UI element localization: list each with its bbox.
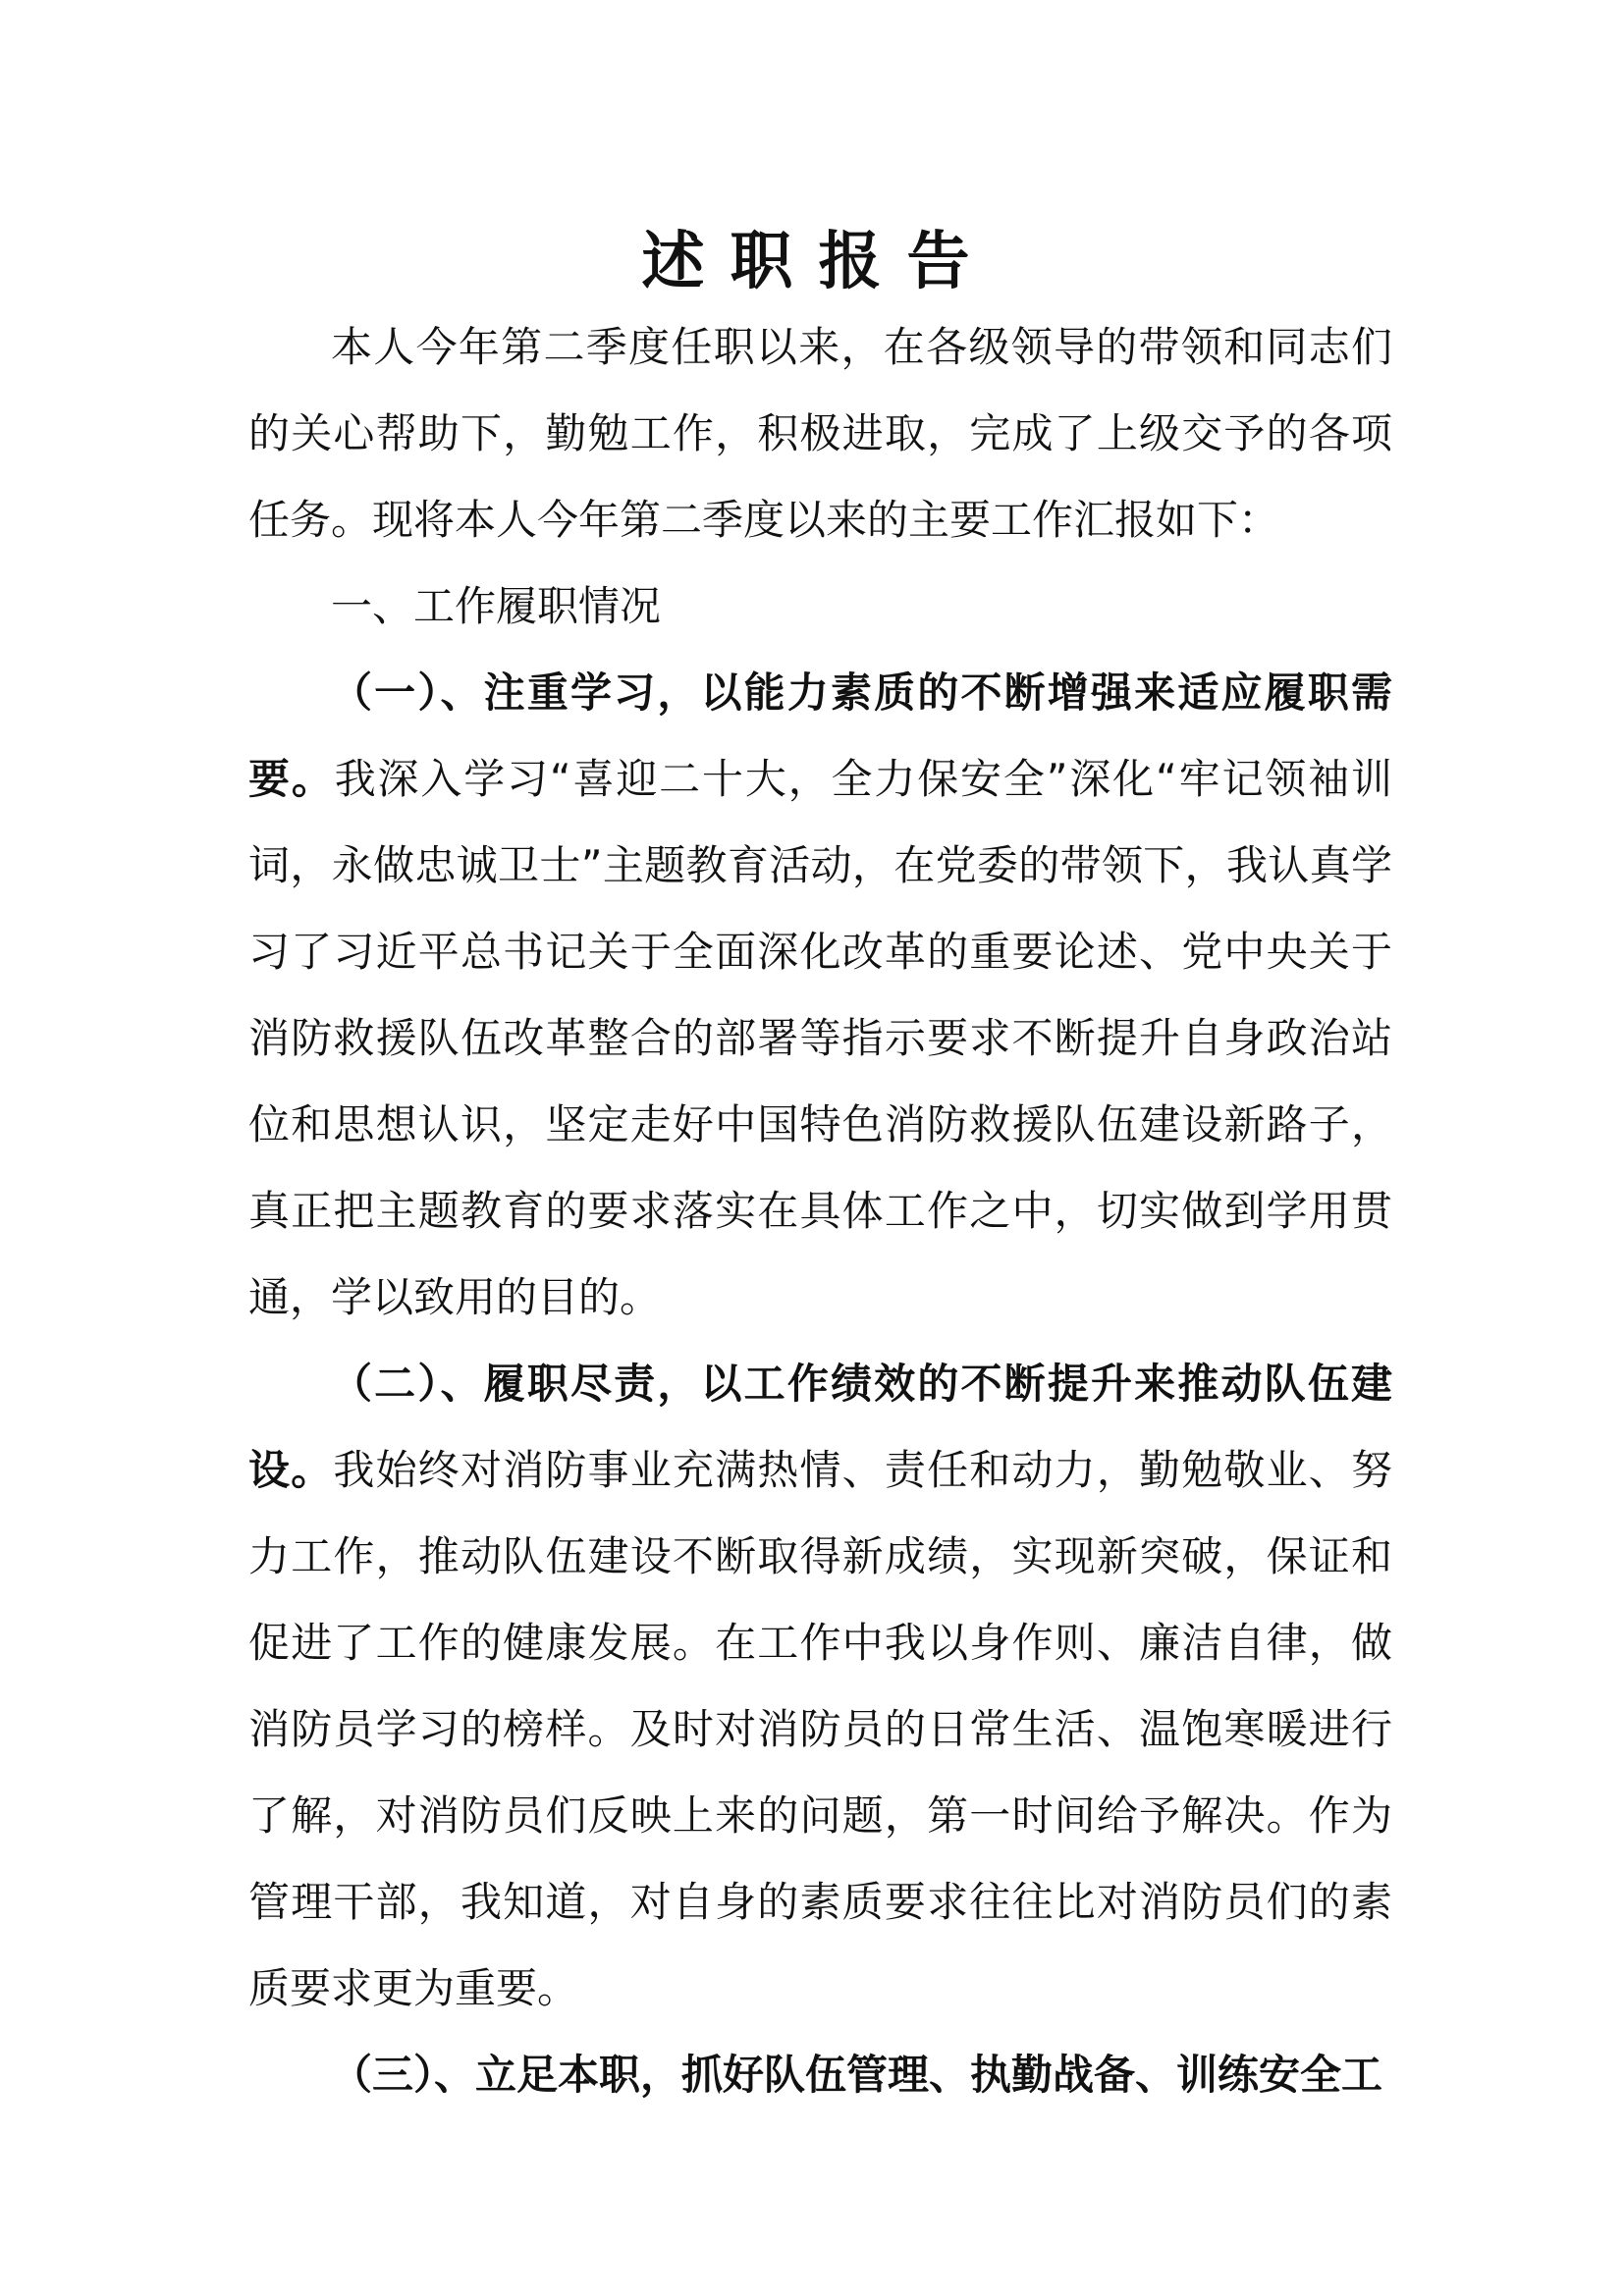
item-three-heading: （三）、立足本职，抓好队伍管理、执勤战备、训练安全工 <box>331 2051 1383 2099</box>
document-body <box>248 304 1392 2118</box>
document-title: 述职报告 <box>641 226 996 298</box>
item-one-text: 我深入学习“喜迎二十大，全力保安全”深化“牢记领袖训词，永做忠诚卫士”主题教育活动，在党委的带领下，我认真学习了习近平总书记关于全面深化改革的重要论述、党中央关于消防救援队伍改革整合的部署等指示要求不断提升自身政治站位和思想认识，坚定走好中国特色消防救援队伍建设新路子，真正把主题教育的要求落实在具体工作之中，切实做到学用贯通，学以致用的目的。 <box>248 755 1392 1321</box>
section-heading-work-performance: 一、工作履职情况 <box>331 582 662 630</box>
item-three-paragraph <box>248 2032 1392 2118</box>
item-two-paragraph <box>248 1341 1392 2032</box>
item-two-heading: （二）、履职尽责，以工作绩效的不断提升来推动队伍建设。 <box>248 1360 1392 1494</box>
item-one-paragraph <box>248 650 1392 1341</box>
item-two-text: 我始终对消防事业充满热情、责任和动力，勤勉敬业、努力工作，推动队伍建设不断取得新成绩，实现新突破，保证和促进了工作的健康发展。在工作中我以身作则、廉洁自律，做消防员学习的榜样。及时对消防员的日常生活、温饱寒暖进行了解，对消防员们反映上来的问题，第一时间给予解决。作为管理干部，我知道，对自身的素质要求往往比对消防员们的素质要求更为重要。 <box>248 1446 1392 2012</box>
intro-paragraph: 本人今年第二季度任职以来，在各级领导的带领和同志们的关心帮助下，勤勉工作，积极进取，完成了上级交予的各项任务。现将本人今年第二季度以来的主要工作汇报如下： <box>248 323 1392 544</box>
item-one-heading: （一）、注重学习，以能力素质的不断增强来适应履职需要。 <box>248 668 1392 803</box>
